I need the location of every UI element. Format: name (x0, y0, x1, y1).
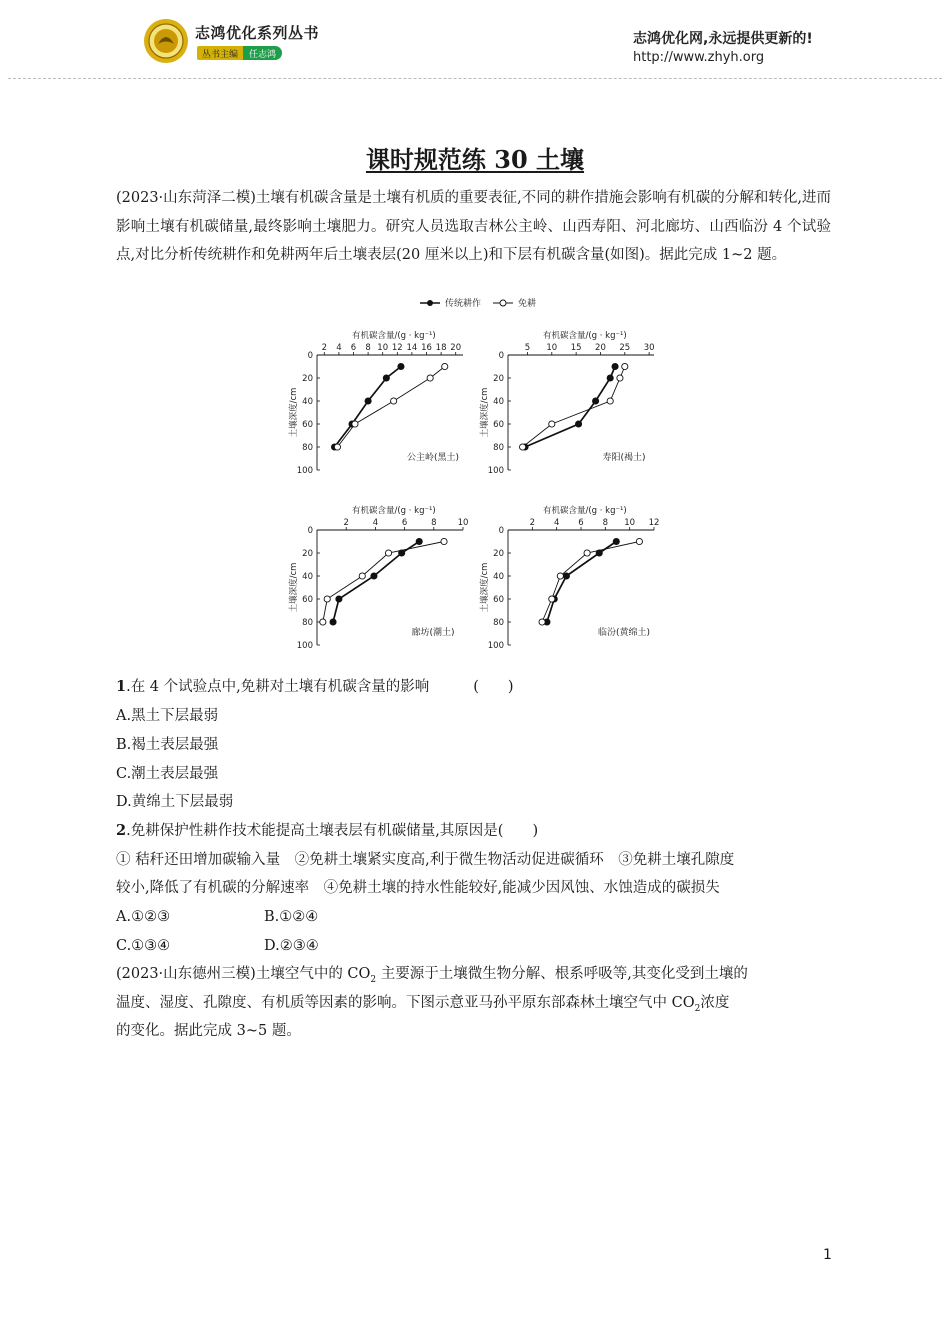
data-point-no-till (385, 550, 391, 556)
intro-paragraph-2-line-3: 的变化。据此完成 3~5 题。 (116, 1023, 301, 1039)
x-tick-label: 8 (365, 343, 371, 353)
intro-paragraph-2-line-2 (116, 993, 729, 1019)
data-point-traditional (612, 363, 618, 369)
data-point-traditional (607, 375, 613, 381)
y-tick-label: 40 (493, 572, 504, 582)
y-tick-label: 0 (498, 526, 504, 536)
chart-panel-3 (288, 505, 468, 651)
data-point-no-till (617, 375, 623, 381)
soil-carbon-chart (280, 290, 680, 660)
header-divider (8, 78, 942, 79)
data-point-no-till (636, 538, 642, 544)
data-point-no-till (549, 421, 555, 427)
chart-panel-1 (288, 330, 463, 476)
y-tick-label: 40 (302, 397, 313, 407)
editor-label: 丛书主编 (197, 46, 243, 60)
series-line-no-till (323, 542, 444, 623)
y-tick-label: 0 (307, 526, 313, 536)
data-point-traditional (371, 573, 377, 579)
question-2-option-a[interactable]: A.①②③ (116, 909, 171, 925)
x-tick-label: 5 (524, 343, 531, 353)
brand-name: 志鸿优化系列丛书 (195, 24, 320, 42)
question-2-number: 2 (116, 822, 127, 839)
x-tick-label: 10 (624, 518, 636, 528)
data-point-traditional (398, 363, 404, 369)
x-tick-label: 10 (457, 518, 469, 528)
chart-legend (420, 297, 536, 309)
question-2-statements-line-2: 较小,降低了有机碳的分解速率 ④免耕土壤的持水性能较好,能减少因风蚀、水蚀造成的碳损失 (116, 880, 720, 896)
data-point-traditional (613, 538, 619, 544)
header-url[interactable]: http://www.zhyh.org (633, 50, 765, 65)
y-tick-label: 80 (493, 618, 504, 628)
page-title: 课时规范练 30 土壤 (365, 145, 585, 174)
x-tick-label: 2 (321, 343, 328, 353)
y-axis-label: 土壤深度/cm (480, 562, 490, 613)
data-point-traditional (575, 421, 581, 427)
x-tick-label: 8 (431, 518, 437, 528)
question-1-option-b[interactable]: B.褐土表层最强 (116, 737, 219, 753)
x-tick-label: 6 (401, 518, 408, 528)
data-point-no-till (442, 363, 448, 369)
intro-2-line-1-text: (2023·山东德州三模)土壤空气中的 CO (116, 966, 371, 982)
chart-panel-2 (479, 330, 655, 476)
y-axis-label: 土壤深度/cm (480, 387, 490, 438)
question-2-option-b[interactable]: B.①②④ (264, 909, 319, 925)
legend-marker-no-till (500, 300, 506, 306)
data-point-no-till (539, 619, 545, 625)
intro-2-line-1-rest: 主要源于土壤微生物分解、根系呼吸等,其变化受到土壤的 (376, 966, 748, 982)
data-point-traditional (336, 596, 342, 602)
page-number: 1 (823, 1247, 832, 1263)
x-tick-label: 12 (391, 343, 403, 353)
data-point-no-till (520, 444, 526, 450)
brand-editor-badge (197, 46, 282, 60)
x-tick-label: 4 (372, 518, 379, 528)
x-tick-label: 12 (648, 518, 660, 528)
y-tick-label: 20 (302, 374, 313, 384)
y-tick-label: 0 (307, 351, 313, 361)
intro-2-line-2-text: 温度、湿度、孔隙度、有机质等因素的影响。下图示意亚马孙平原东部森林土壤空气中 CO (116, 995, 695, 1011)
y-tick-label: 60 (493, 595, 504, 605)
x-axis-label: 有机碳含量/(g · kg⁻¹) (352, 331, 436, 341)
y-tick-label: 100 (296, 641, 313, 651)
x-tick-label: 2 (529, 518, 536, 528)
data-point-traditional (563, 573, 569, 579)
y-tick-label: 60 (302, 420, 313, 430)
x-tick-label: 15 (570, 343, 582, 353)
question-1-option-d[interactable]: D.黄绵土下层最弱 (116, 794, 234, 810)
y-tick-label: 100 (487, 466, 504, 476)
y-tick-label: 20 (302, 549, 313, 559)
data-point-no-till (320, 619, 326, 625)
soil-carbon-figure (280, 290, 680, 660)
data-point-no-till (622, 363, 628, 369)
question-1-stem (116, 677, 514, 697)
series-line-traditional (333, 542, 419, 623)
header-slogan: 志鸿优化网,永远提供更新的! (633, 31, 813, 47)
x-tick-label: 6 (578, 518, 584, 528)
x-tick-label: 10 (377, 343, 389, 353)
x-tick-label: 14 (406, 343, 418, 353)
question-2-option-d[interactable]: D.②③④ (264, 938, 319, 954)
data-point-no-till (549, 596, 555, 602)
data-point-no-till (557, 573, 563, 579)
y-tick-label: 100 (296, 466, 313, 476)
y-tick-label: 100 (487, 641, 504, 651)
series-line-traditional (335, 367, 401, 448)
intro-paragraph-2-line-1 (116, 964, 748, 990)
legend-label-no-till: 免耕 (518, 299, 537, 309)
question-2-option-c[interactable]: C.①③④ (116, 938, 171, 954)
question-2-stem (116, 821, 538, 841)
question-1-option-c[interactable]: C.潮土表层最强 (116, 766, 219, 782)
chart-panel-4 (479, 505, 659, 651)
legend-marker-traditional (427, 300, 433, 306)
data-point-traditional (593, 398, 599, 404)
x-axis-label: 有机碳含量/(g · kg⁻¹) (352, 506, 436, 516)
panel-title: 廊坊(潮土) (411, 628, 455, 638)
x-tick-label: 4 (553, 518, 560, 528)
y-tick-label: 80 (302, 443, 313, 453)
question-1-blank: ( ) (473, 679, 514, 695)
y-tick-label: 80 (302, 618, 313, 628)
question-2-statements-line-1: ① 秸秆还田增加碳输入量 ②免耕土壤紧实度高,利于微生物活动促进碳循环 ③免耕土壤孔隙度 (116, 852, 735, 868)
x-tick-label: 4 (336, 343, 342, 353)
co2-subscript: 2 (694, 1003, 701, 1014)
series-line-traditional (547, 542, 616, 623)
panel-title: 临汾(黄绵土) (597, 628, 651, 638)
panel-title: 寿阳(褐土) (602, 453, 646, 463)
data-point-traditional (416, 538, 422, 544)
y-tick-label: 80 (493, 443, 504, 453)
y-tick-label: 40 (302, 572, 313, 582)
x-axis-label: 有机碳含量/(g · kg⁻¹) (543, 331, 627, 341)
publisher-logo-icon (143, 18, 189, 64)
legend-label-traditional: 传统耕作 (445, 299, 482, 309)
y-tick-label: 60 (493, 420, 504, 430)
editor-name: 任志鸿 (243, 46, 282, 60)
y-tick-label: 20 (493, 374, 504, 384)
x-tick-label: 18 (435, 343, 447, 353)
data-point-traditional (365, 398, 371, 404)
question-1-text: .在 4 个试验点中,免耕对土壤有机碳含量的影响 (126, 679, 430, 695)
x-tick-label: 20 (450, 343, 462, 353)
x-tick-label: 16 (421, 343, 432, 353)
y-axis-label: 土壤深度/cm (289, 562, 299, 613)
x-tick-label: 30 (643, 343, 655, 353)
x-tick-label: 2 (343, 518, 349, 528)
y-axis-label: 土壤深度/cm (289, 387, 299, 438)
data-point-no-till (391, 398, 397, 404)
panel-title: 公主岭(黑土) (406, 453, 460, 463)
series-line-no-till (542, 542, 639, 623)
intro-paragraph-1: (2023·山东菏泽二模)土壤有机碳含量是土壤有机质的重要表征,不同的耕作措施会影响有机碳的分解和转化,进而影响土壤有机碳储量,最终影响土壤肥力。研究人员选取吉林公主岭、山西寿阳、河北廊坊、山西临汾 4 个试验点,对比分析传统耕作和免耕两年后土壤表层(20 厘米以上)和下层有机碳含量(如图)。据此完成 1~2 题。 (116, 190, 831, 264)
x-tick-label: 8 (602, 518, 609, 528)
data-point-no-till (607, 398, 613, 404)
question-1-option-a[interactable]: A.黑土下层最弱 (116, 708, 219, 724)
page-header (0, 0, 950, 80)
data-point-no-till (427, 375, 433, 381)
x-tick-label: 25 (619, 343, 631, 353)
y-tick-label: 60 (302, 595, 313, 605)
x-axis-label: 有机碳含量/(g · kg⁻¹) (543, 506, 627, 516)
question-1-number: 1 (116, 678, 127, 695)
data-point-no-till (359, 573, 365, 579)
y-tick-label: 20 (493, 549, 504, 559)
data-point-no-till (334, 444, 340, 450)
y-tick-label: 40 (493, 397, 504, 407)
data-point-no-till (441, 538, 447, 544)
co2-subscript: 2 (370, 974, 377, 985)
data-point-no-till (324, 596, 330, 602)
x-tick-label: 10 (546, 343, 558, 353)
question-2-text: .免耕保护性耕作技术能提高土壤表层有机碳储量,其原因是( ) (126, 823, 539, 839)
x-tick-label: 20 (595, 343, 606, 353)
intro-2-line-2-rest: 浓度 (700, 995, 730, 1011)
y-tick-label: 0 (498, 351, 504, 361)
x-tick-label: 6 (350, 343, 357, 353)
data-point-traditional (383, 375, 389, 381)
data-point-no-till (352, 421, 358, 427)
data-point-no-till (584, 550, 590, 556)
data-point-traditional (330, 619, 336, 625)
